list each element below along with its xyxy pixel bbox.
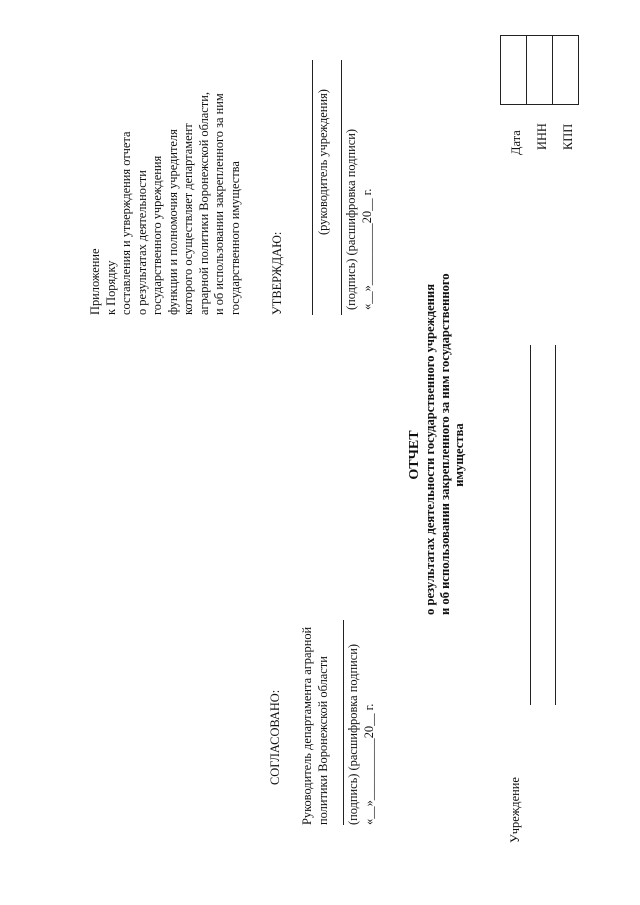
agreed-date-line: «__»__________20__ г.	[362, 703, 376, 825]
appendix-line: Приложение	[88, 248, 102, 315]
appendix-line: аграрной политики Воронежской области,	[196, 92, 211, 315]
agreed-position-line: Руководитель департамента аграрной	[300, 626, 314, 825]
appendix-line: государственного учреждения	[150, 155, 164, 315]
appendix-line: государственного имущества	[227, 161, 242, 315]
approve-head-caption: (руководитель учреждения)	[316, 89, 330, 235]
code-label-inn: ИНН	[535, 123, 549, 150]
appendix-block	[88, 92, 243, 315]
report-title: ОТЧЕТ	[407, 430, 422, 480]
report-subtitle	[423, 273, 467, 615]
approve-sign-line	[341, 60, 342, 315]
agreed-position	[300, 627, 331, 825]
approve-sign-caption: (подпись) (расшифровка подписи)	[344, 128, 358, 310]
institution-line-2	[555, 345, 556, 705]
agreed-position-line: политики Воронежской области	[315, 656, 330, 825]
agreed-title: СОГЛАСОВАНО:	[268, 689, 282, 785]
report-subtitle-line: о результатах деятельности государственного учреждения	[423, 283, 437, 615]
institution-label: Учреждение	[508, 777, 522, 843]
appendix-line: о результатах деятельности	[134, 170, 149, 315]
appendix-line: функции и полномочия учредителя	[165, 129, 180, 315]
approve-head-line	[312, 60, 313, 315]
code-cell-inn	[526, 35, 553, 105]
appendix-line: и об использовании закрепленного за ним	[212, 93, 226, 315]
code-cell-date	[500, 35, 527, 105]
report-subtitle-line: имущества	[452, 423, 466, 487]
institution-line-1	[530, 345, 531, 705]
agreed-sign-line	[343, 620, 344, 825]
appendix-line: к Порядку	[103, 260, 118, 315]
agreed-sign-caption: (подпись) (расшифровка подписи)	[346, 643, 360, 825]
appendix-line: составления и утверждения отчета	[119, 131, 133, 315]
approve-date-line: «__»__________20__ г.	[360, 188, 374, 310]
code-label-kpp: КПП	[561, 123, 575, 150]
appendix-line: которого осуществляет департамент	[181, 123, 195, 315]
report-subtitle-line: и об использовании закрепленного за ним государственного	[437, 273, 452, 615]
approve-title: УТВЕРЖДАЮ:	[270, 231, 284, 315]
code-label-date: Дата	[509, 130, 523, 155]
code-cell-kpp	[552, 35, 579, 105]
